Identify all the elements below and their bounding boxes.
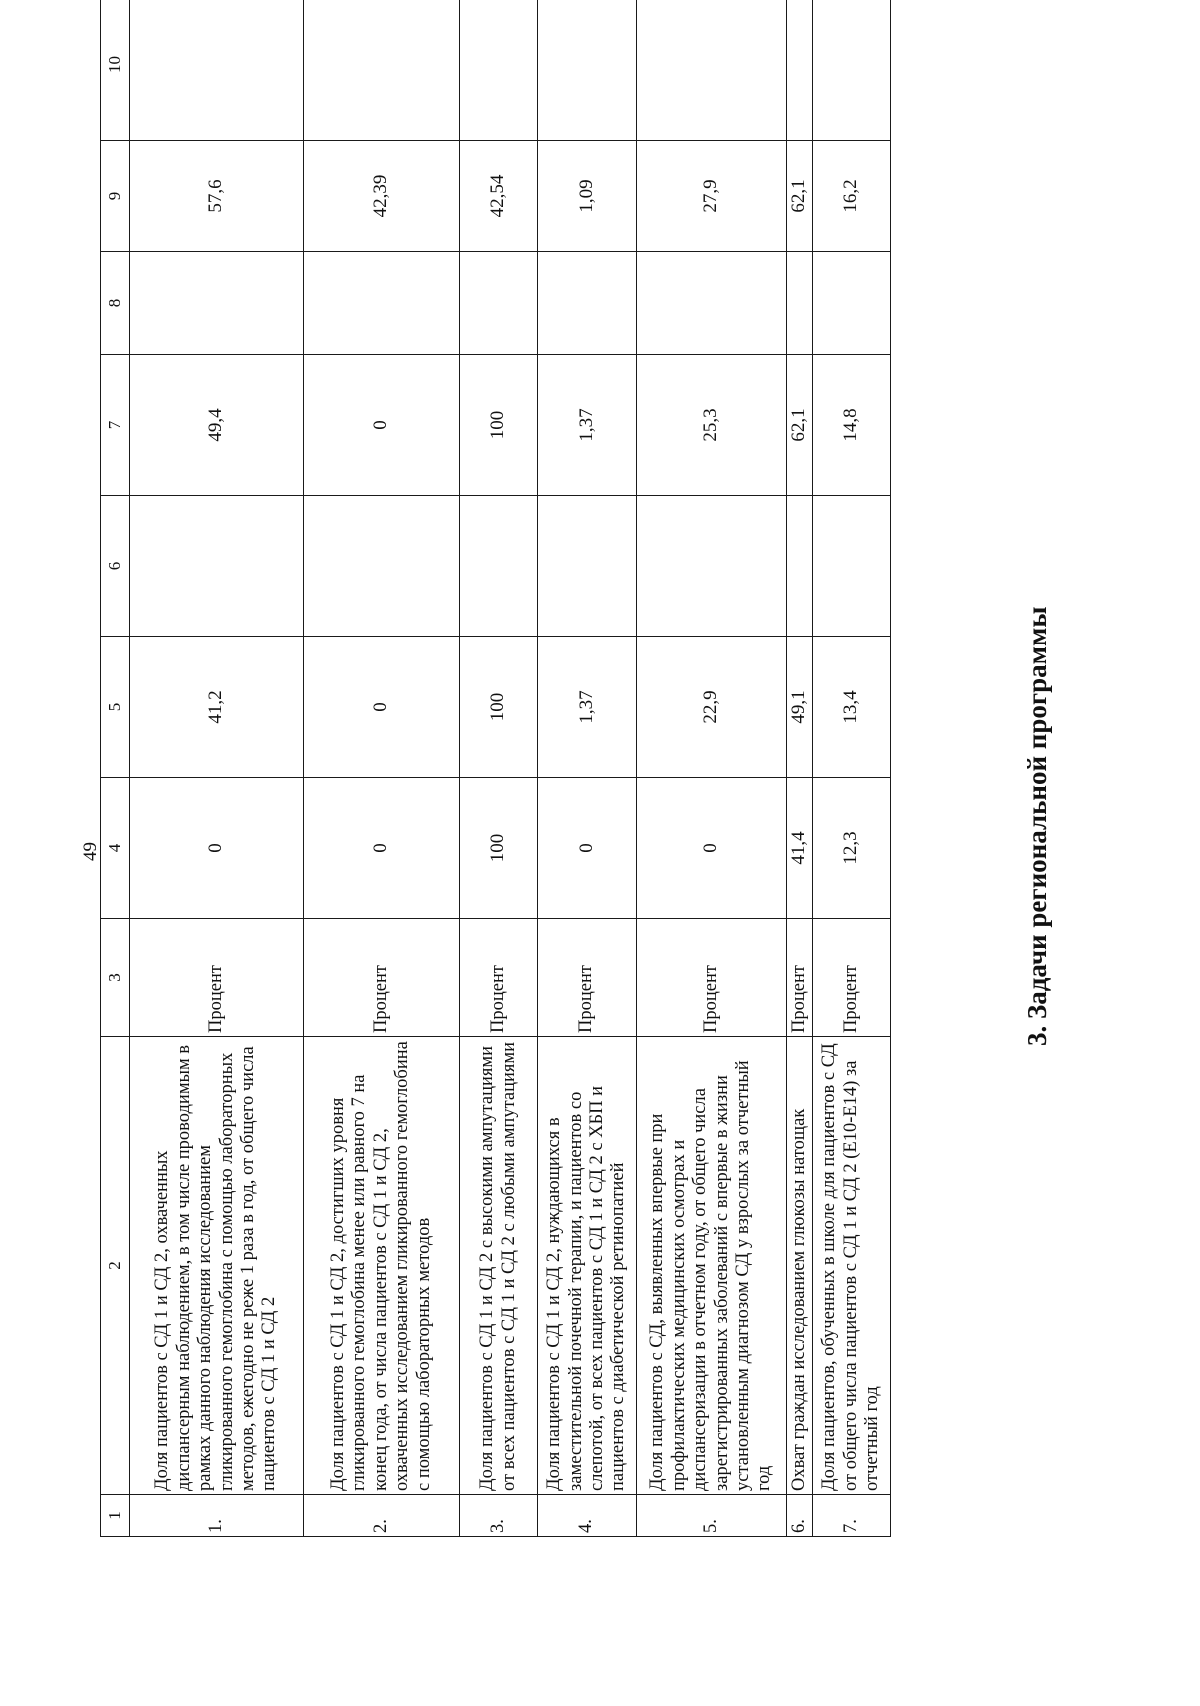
value-col-5: 49,1 <box>787 637 813 778</box>
indicator-description: Доля пациентов с СД 1 и СД 2, охваченных диспансерным наблюдением, в том числе проводимым в рамках данного наблюдения исследованием гликированного гемоглобина с помощью лабораторных методов, ежегодно не реже 1 раза в год, от общего числа пациентов с СД 1 и СД 2 <box>130 1037 304 1495</box>
column-header-5: 5 <box>101 637 130 778</box>
unit-of-measure: Процент <box>304 919 460 1037</box>
column-header-8: 8 <box>101 252 130 355</box>
column-header-9: 9 <box>101 141 130 252</box>
indicator-description: Доля пациентов с СД, выявленных впервые при профилактических медицинских осмотрах и диспансеризации в отчетном году, от общего числа зарегистрированных заболеваний с впервые в жизни установленным диагнозом СД у взрослых за отчетный год <box>637 1037 787 1495</box>
value-col-9: 27,9 <box>637 141 787 252</box>
value-col-5: 0 <box>304 637 460 778</box>
column-header-7: 7 <box>101 355 130 496</box>
value-col-8 <box>460 252 538 355</box>
unit-of-measure: Процент <box>130 919 304 1037</box>
value-col-7: 25,3 <box>637 355 787 496</box>
value-col-8 <box>130 252 304 355</box>
value-col-7: 14,8 <box>813 355 891 496</box>
column-header-2: 2 <box>101 1037 130 1495</box>
row-number: 3. <box>460 1495 538 1537</box>
value-col-4: 0 <box>130 778 304 919</box>
value-col-8 <box>304 252 460 355</box>
row-number: 5. <box>637 1495 787 1537</box>
value-col-10 <box>813 0 891 141</box>
column-header-4: 4 <box>101 778 130 919</box>
value-col-9: 57,6 <box>130 141 304 252</box>
value-col-4: 0 <box>637 778 787 919</box>
value-col-6 <box>637 496 787 637</box>
value-col-4: 12,3 <box>813 778 891 919</box>
indicators-table <box>100 0 891 1537</box>
page-number: 49 <box>80 842 101 861</box>
value-col-4: 0 <box>538 778 637 919</box>
indicator-description: Доля пациентов, обученных в школе для пациентов с СД от общего числа пациентов с СД 1 и СД 2 (Е10-Е14) за отчетный год <box>813 1037 891 1495</box>
value-col-9: 16,2 <box>813 141 891 252</box>
value-col-5: 100 <box>460 637 538 778</box>
value-col-5: 13,4 <box>813 637 891 778</box>
unit-of-measure: Процент <box>813 919 891 1037</box>
value-col-9: 1,09 <box>538 141 637 252</box>
unit-of-measure: Процент <box>787 919 813 1037</box>
value-col-7: 62,1 <box>787 355 813 496</box>
value-col-4: 100 <box>460 778 538 919</box>
unit-of-measure: Процент <box>538 919 637 1037</box>
value-col-10 <box>304 0 460 141</box>
header-row <box>101 0 130 1537</box>
table-row <box>304 0 460 1537</box>
value-col-7: 49,4 <box>130 355 304 496</box>
value-col-6 <box>538 496 637 637</box>
unit-of-measure: Процент <box>637 919 787 1037</box>
value-col-5: 41,2 <box>130 637 304 778</box>
indicator-description: Доля пациентов с СД 1 и СД 2 с высокими ампутациями от всех пациентов с СД 1 и СД 2 с любыми ампутациями <box>460 1037 538 1495</box>
table-row <box>130 0 304 1537</box>
column-header-1: 1 <box>101 1495 130 1537</box>
column-header-10: 10 <box>101 0 130 141</box>
table-row <box>813 0 891 1537</box>
value-col-7: 100 <box>460 355 538 496</box>
value-col-6 <box>787 496 813 637</box>
column-header-6: 6 <box>101 496 130 637</box>
value-col-6 <box>130 496 304 637</box>
value-col-4: 0 <box>304 778 460 919</box>
value-col-8 <box>787 252 813 355</box>
column-header-3: 3 <box>101 919 130 1037</box>
row-number: 4. <box>538 1495 637 1537</box>
table-body <box>130 0 891 1537</box>
value-col-10 <box>130 0 304 141</box>
value-col-9: 42,54 <box>460 141 538 252</box>
section-title: 3. Задачи региональной программы <box>1022 606 1052 1046</box>
indicator-description: Доля пациентов с СД 1 и СД 2, достигших уровня гликированного гемоглобина менее или равного 7 на конец года, от числа пациентов с СД 1 и СД 2, охваченных исследованием гликированного гемоглобина с помощью лабораторных методов <box>304 1037 460 1495</box>
unit-of-measure: Процент <box>460 919 538 1037</box>
value-col-10 <box>637 0 787 141</box>
row-number: 2. <box>304 1495 460 1537</box>
value-col-9: 62,1 <box>787 141 813 252</box>
value-col-7: 0 <box>304 355 460 496</box>
value-col-5: 22,9 <box>637 637 787 778</box>
table-row <box>637 0 787 1537</box>
row-number: 6. <box>787 1495 813 1537</box>
table-row <box>460 0 538 1537</box>
value-col-8 <box>813 252 891 355</box>
value-col-6 <box>304 496 460 637</box>
value-col-10 <box>460 0 538 141</box>
value-col-6 <box>813 496 891 637</box>
value-col-8 <box>538 252 637 355</box>
value-col-10 <box>787 0 813 141</box>
value-col-6 <box>460 496 538 637</box>
table-row <box>538 0 637 1537</box>
value-col-4: 41,4 <box>787 778 813 919</box>
value-col-8 <box>637 252 787 355</box>
row-number: 1. <box>130 1495 304 1537</box>
value-col-5: 1,37 <box>538 637 637 778</box>
value-col-9: 42,39 <box>304 141 460 252</box>
value-col-10 <box>538 0 637 141</box>
indicator-description: Охват граждан исследованием глюкозы натощак <box>787 1037 813 1495</box>
table-row <box>787 0 813 1537</box>
value-col-7: 1,37 <box>538 355 637 496</box>
indicator-description: Доля пациентов с СД 1 и СД 2, нуждающихся в заместительной почечной терапии, и пациентов со слепотой, от всех пациентов с СД 1 и СД 2 с ХБП и пациентов с диабетической ретинопатией <box>538 1037 637 1495</box>
row-number: 7. <box>813 1495 891 1537</box>
